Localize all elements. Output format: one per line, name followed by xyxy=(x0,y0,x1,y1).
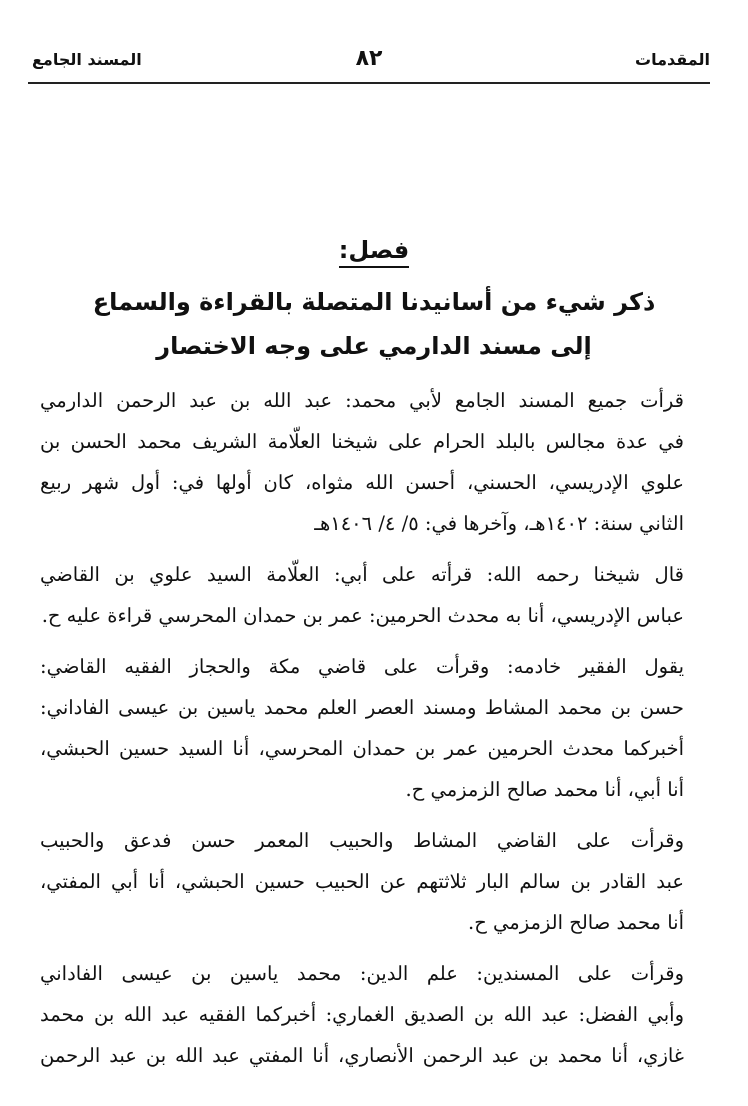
text-line: قال شيخنا رحمه الله: قرأته على أبي: العلّامة السيد علوي بن القاضي xyxy=(40,563,684,586)
book-title: المسند الجامع xyxy=(32,50,142,69)
section-title-line-2: إلى مسند الدارمي على وجه الاختصار xyxy=(156,332,592,360)
section-title-line-1: ذكر شيء من أسانيدنا المتصلة بالقراءة والسماع xyxy=(92,288,656,316)
text-line: أنا محمد صالح الزمزمي ح. xyxy=(468,911,684,934)
text-line: في عدة مجالس بالبلد الحرام على شيخنا العلّامة الشريف محمد الحسن بن xyxy=(40,430,684,453)
paragraph-3 xyxy=(40,646,706,810)
text-line: يقول الفقير خادمه: وقرأت على قاضي مكة والحجاز الفقيه القاضي: xyxy=(40,655,684,678)
section-label-text: فصل: xyxy=(339,236,409,268)
page-header xyxy=(28,44,710,84)
chapter-title: المقدمات xyxy=(635,50,710,69)
text-line: حسن بن محمد المشاط ومسند العصر العلم محمد ياسين بن عيسى الفاداني: xyxy=(40,696,684,719)
text-line: غازي، أنا محمد بن عبد الرحمن الأنصاري، أنا المفتي عبد الله بن عبد الرحمن xyxy=(40,1044,684,1067)
text-line: قرأت جميع المسند الجامع لأبي محمد: عبد الله بن عبد الرحمن الدارمي xyxy=(40,389,684,412)
body-text xyxy=(40,380,706,1086)
paragraph-5 xyxy=(40,953,706,1076)
paragraph-1 xyxy=(40,380,706,544)
text-line: أخبركما محدث الحرمين عمر بن حمدان المحرسي، أنا السيد حسين الحبشي، xyxy=(40,737,684,760)
text-line: وأبي الفضل: عبد الله بن الصديق الغماري: أخبركما الفقيه عبد الله بن محمد xyxy=(40,1003,684,1026)
text-line: وقرأت على المسندين: علم الدين: محمد ياسين بن عيسى الفاداني xyxy=(40,962,684,985)
text-line: الثاني سنة: ١٤٠٢هـ، وآخرها في: ٥/ ٤/ ١٤٠٦هـ xyxy=(314,512,684,535)
text-line: عبد القادر بن سالم البار ثلاثتهم عن الحبيب حسين الحبشي، أنا أبي المفتي، xyxy=(40,870,684,893)
text-line: علوي الإدريسي، الحسني، أحسن الله مثواه، كان أولها في: أول شهر ربيع xyxy=(40,471,684,494)
paragraph-4 xyxy=(40,820,706,943)
text-line: أنا أبي، أنا محمد صالح الزمزمي ح. xyxy=(405,778,684,801)
text-line: عباس الإدريسي، أنا به محدث الحرمين: عمر بن حمدان المحرسي قراءة عليه ح. xyxy=(41,604,684,627)
text-line: وقرأت على القاضي المشاط والحبيب المعمر حسن فدعق والحبيب xyxy=(40,829,684,852)
paragraph-2 xyxy=(40,554,706,636)
page-number: ٨٢ xyxy=(355,46,383,71)
section-label xyxy=(0,236,748,264)
